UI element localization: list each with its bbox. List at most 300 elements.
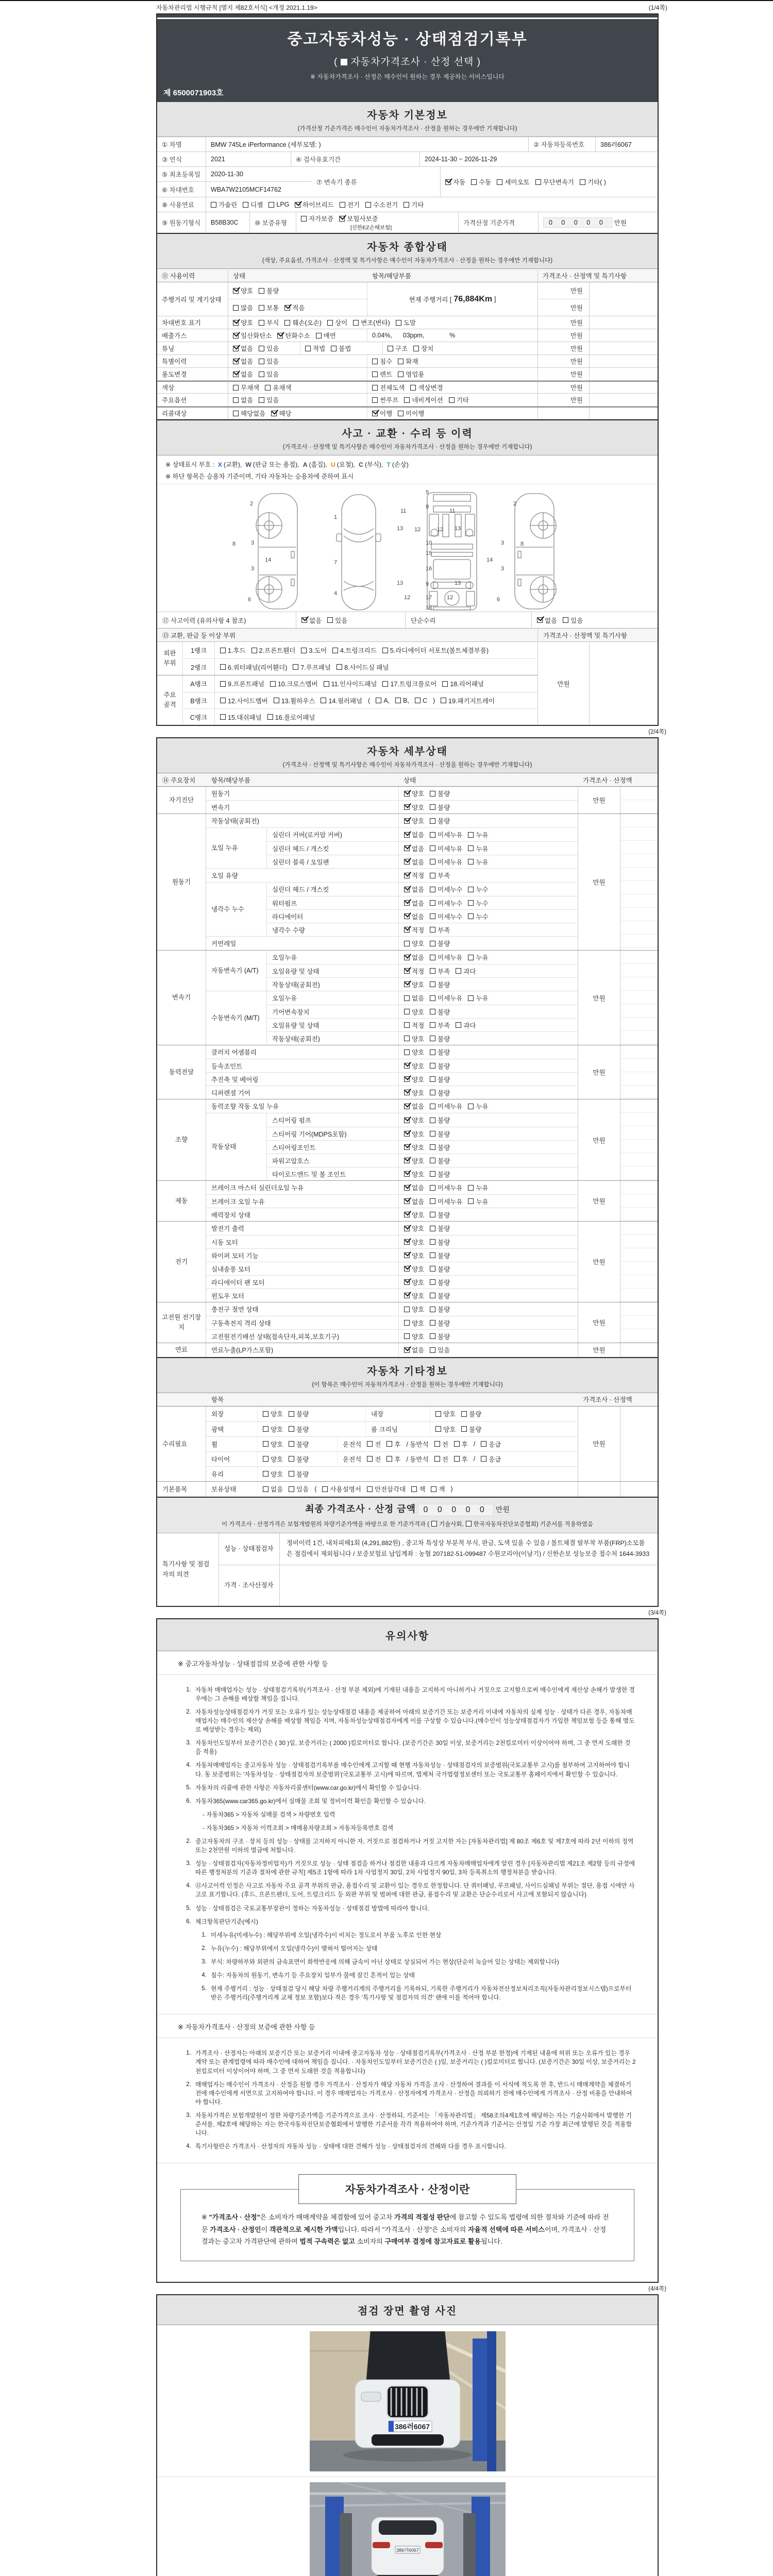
checkbox[interactable] <box>468 1185 474 1191</box>
table-row: 스티어링조인트 양호 불량 <box>267 1140 578 1154</box>
table-row: ⑨ 원동기형식 B58B30C ⑩ 보증유형 자가보증 보험사보증 [신한EZ손해보험] 가격산정 기준가격 0 0 0 0 0 만원 <box>157 212 658 233</box>
checkbox[interactable] <box>289 1441 294 1447</box>
checkbox[interactable] <box>468 1198 474 1204</box>
checkbox[interactable] <box>468 900 474 906</box>
detail-group: 자기진단 원동기 양호 불량 변속기 양호 불량 만원 <box>157 787 658 814</box>
checkbox[interactable] <box>404 873 410 878</box>
checkbox[interactable] <box>404 1144 410 1150</box>
notice-item: 3. 성능 · 상태점검자(자동차정비업자)가 거짓으로 성능 · 상태 점검을 하거나 점검한 내용과 다르게 자동차매매업자에게 알린 경우 [자동차관리법 제21조 제2항 등의 규정에 따른 행정처분의 기준과 절차에 관한 규칙] 제5조 1항에 따라 1차 사업정지 30일, 2차 사업정지 90일, 3차 등록취소의 행정처분을 받습니다. <box>186 1859 635 1876</box>
checkbox[interactable] <box>461 1426 467 1432</box>
rank-group: 외판부위 1랭크 1.후드 2.프론트휀더 3.도어 4.트렁크리드 5.라디에이터 서포트(볼트체결부품) 2랭크 6.쿼터패널(리어휀더) 7.루프패널 8.사이드실 패널 <box>157 642 537 675</box>
checkbox[interactable] <box>220 664 226 670</box>
option: 없음 <box>404 857 424 867</box>
table-row: 2랭크 6.쿼터패널(리어휀더) 7.루프패널 8.사이드실 패널 <box>183 658 537 675</box>
checkbox[interactable] <box>430 1239 435 1245</box>
table-row: 광택 양호 불량 룸 크리닝 양호 불량 <box>206 1421 578 1436</box>
checkbox[interactable] <box>289 1471 294 1477</box>
checkbox[interactable] <box>468 955 474 960</box>
checkbox[interactable] <box>404 913 410 919</box>
option: 양호 <box>404 1156 424 1165</box>
checkbox[interactable] <box>331 346 337 351</box>
table-row: 배력장치 상태 양호 불량 <box>206 1208 578 1221</box>
checkbox[interactable] <box>398 411 404 416</box>
checkbox[interactable] <box>430 927 435 933</box>
checkbox[interactable] <box>268 202 274 208</box>
checkbox[interactable] <box>301 216 307 222</box>
panel-number: 12 <box>447 595 453 601</box>
checkbox[interactable] <box>327 617 333 623</box>
option: 없음 <box>404 1345 424 1354</box>
checkbox[interactable] <box>404 1185 410 1191</box>
checkbox[interactable] <box>430 873 435 878</box>
option: 전 <box>434 1439 448 1449</box>
checkbox[interactable] <box>430 995 435 1001</box>
option: 네비게이션 <box>404 395 443 404</box>
panel-number: 4 <box>334 590 338 597</box>
checkbox[interactable] <box>430 1090 435 1095</box>
checkbox[interactable] <box>332 648 338 653</box>
option: 없음 <box>404 899 424 908</box>
checkbox[interactable] <box>404 887 410 892</box>
checkbox[interactable] <box>404 1063 410 1069</box>
option: 전체도색 <box>372 383 405 392</box>
checkbox[interactable] <box>321 698 326 703</box>
checkbox[interactable] <box>259 346 264 351</box>
checkbox[interactable] <box>430 845 435 851</box>
checkbox[interactable] <box>388 346 393 351</box>
checkbox[interactable] <box>376 698 381 703</box>
checkbox[interactable] <box>263 1486 268 1492</box>
inspection-photo-rear <box>310 2482 506 2576</box>
checkbox[interactable] <box>404 1104 410 1109</box>
checkbox[interactable] <box>404 955 410 960</box>
checkbox[interactable] <box>456 968 461 974</box>
option: ) <box>450 1485 453 1493</box>
checkbox[interactable] <box>386 1441 392 1447</box>
table-row: 동력조향 작동 오일 누유 없음 미세누유 누유 <box>206 1099 578 1113</box>
checkbox[interactable] <box>233 411 239 416</box>
panel-number: 12 <box>437 527 444 533</box>
checkbox[interactable] <box>481 1456 486 1462</box>
checkbox[interactable] <box>295 202 300 208</box>
option: 16.플로어패널 <box>267 713 315 722</box>
checkbox[interactable] <box>259 305 264 311</box>
option: 안전삼각대 <box>367 1484 406 1494</box>
checkbox[interactable] <box>211 202 216 208</box>
checkbox[interactable] <box>404 1239 410 1245</box>
checkbox[interactable] <box>430 981 435 987</box>
checkbox[interactable] <box>430 1266 435 1272</box>
option: 없음 <box>233 395 253 404</box>
checkbox[interactable] <box>404 1279 410 1285</box>
final-price-note: 이 가격조사 · 산정가격은 보험개발원의 차량기준가액을 바탕으로 한 기준가격과 ( 기술사회, 한국자동차진단보증협회) 기준서를 적용하였음 <box>221 1521 594 1528</box>
checkbox[interactable] <box>233 346 239 351</box>
checkbox[interactable] <box>284 305 290 311</box>
checkbox[interactable] <box>430 1063 435 1069</box>
checkbox[interactable] <box>471 179 477 185</box>
panel-number: 17 <box>426 595 432 601</box>
checkbox[interactable] <box>233 397 239 403</box>
checkbox[interactable] <box>404 202 409 208</box>
checkbox[interactable] <box>430 804 435 810</box>
checkbox[interactable] <box>430 791 435 796</box>
checkbox[interactable] <box>430 1185 435 1191</box>
checkbox[interactable] <box>468 832 474 838</box>
checkbox[interactable] <box>430 1144 435 1150</box>
checkbox[interactable] <box>404 1171 410 1177</box>
checkbox[interactable] <box>404 927 410 933</box>
option: 12.사이드멤버 <box>220 696 268 705</box>
checkbox[interactable] <box>434 1456 440 1462</box>
checkbox[interactable] <box>367 1456 373 1462</box>
checkbox[interactable] <box>404 1293 410 1298</box>
table-header: 항목 가격조사 · 산정액 <box>157 1393 658 1406</box>
checkbox[interactable] <box>386 1456 392 1462</box>
checkbox[interactable] <box>430 1171 435 1177</box>
checkbox[interactable] <box>233 320 239 326</box>
checkbox[interactable] <box>430 900 435 906</box>
checkbox[interactable] <box>233 305 239 311</box>
table-row: 가격 · 조사산정자 <box>219 1565 658 1606</box>
checkbox[interactable] <box>233 333 239 338</box>
checkbox[interactable] <box>481 1441 486 1447</box>
checkbox[interactable] <box>396 320 401 326</box>
checkbox[interactable] <box>430 1307 435 1312</box>
checkbox[interactable] <box>435 1411 441 1417</box>
checkbox[interactable] <box>430 1131 435 1137</box>
panel-number: 2 <box>250 501 254 507</box>
checkbox[interactable] <box>404 845 410 851</box>
checkbox[interactable] <box>404 968 410 974</box>
checkbox[interactable] <box>339 216 345 222</box>
checkbox[interactable] <box>404 1320 410 1326</box>
checkbox[interactable] <box>468 995 474 1001</box>
checkbox[interactable] <box>367 1486 373 1492</box>
table-row: 커먼레일 양호 불량 <box>206 937 578 950</box>
checkbox[interactable] <box>289 1426 294 1432</box>
checkbox[interactable] <box>220 648 226 653</box>
checkbox[interactable] <box>415 698 421 703</box>
checkbox[interactable] <box>251 648 257 653</box>
checkbox[interactable] <box>265 385 271 391</box>
checkbox[interactable] <box>404 791 410 796</box>
table-row: 고전원전기배선 상태(접속단자,피복,보호기구) 양호 불량 <box>206 1329 578 1343</box>
checkbox[interactable] <box>322 1486 328 1492</box>
option: 10.크로스멤버 <box>270 679 318 688</box>
checkbox[interactable] <box>580 179 585 185</box>
checkbox[interactable] <box>404 1252 410 1258</box>
option: 누유 <box>468 1197 488 1206</box>
checkbox[interactable] <box>404 1131 410 1137</box>
checkbox[interactable] <box>289 1456 294 1462</box>
checkbox[interactable] <box>404 900 410 906</box>
checkbox[interactable] <box>430 1293 435 1298</box>
checkbox[interactable] <box>537 617 543 623</box>
option: 적정 <box>404 925 424 935</box>
panel-number: 7 <box>334 560 338 566</box>
table-header: ⑬ 교환, 판금 등 이상 부위 가격조사 · 산정액 및 특기사항 <box>157 629 658 642</box>
checkbox[interactable] <box>301 648 307 653</box>
checkbox[interactable] <box>382 681 388 687</box>
table-row: ① 차명 BMW 745Le iPerformance (세부모델: ) ② 자동차등록번호 386러6067 <box>157 137 658 152</box>
checkbox[interactable] <box>404 1333 410 1339</box>
checkbox[interactable] <box>233 371 239 377</box>
checkbox[interactable] <box>430 887 435 892</box>
table-row: 오일유량 및 상태 적정 부족 과다 <box>267 964 578 977</box>
checkbox[interactable] <box>367 1441 373 1447</box>
option: 양호 <box>404 1075 424 1084</box>
checkbox[interactable] <box>284 320 290 326</box>
option: 후 <box>454 1454 468 1464</box>
checkbox[interactable] <box>430 1333 435 1339</box>
option: 불량 <box>430 803 450 812</box>
checkbox[interactable] <box>220 681 226 687</box>
checkbox[interactable] <box>220 698 226 703</box>
checkbox[interactable] <box>430 913 435 919</box>
table-row: 작동상태(공회전) 양호 불량 <box>206 814 578 827</box>
checkbox[interactable] <box>220 714 226 720</box>
panel-number: 8 <box>232 541 236 547</box>
checkbox[interactable] <box>277 333 283 338</box>
select-box-icon[interactable] <box>341 59 347 65</box>
checkbox[interactable] <box>404 995 410 1001</box>
option: 없음 <box>263 1484 283 1494</box>
checkbox[interactable] <box>259 397 264 403</box>
checkbox[interactable] <box>497 179 502 185</box>
option: 미세누수 <box>430 899 462 908</box>
panel-number: 6 <box>248 597 251 603</box>
checkbox[interactable] <box>263 1426 268 1432</box>
checkbox[interactable] <box>404 859 410 865</box>
checkbox[interactable] <box>404 1117 410 1123</box>
table-row: 충전구 절연 상태 양호 불량 <box>206 1302 578 1316</box>
checkbox[interactable] <box>274 698 279 703</box>
option: 일산화탄소 <box>233 331 272 340</box>
option: 양호 <box>404 1304 424 1314</box>
option: 7.루프패널 <box>293 663 331 672</box>
checkbox[interactable] <box>372 371 378 377</box>
panel-number: 18 <box>426 605 432 611</box>
checkbox[interactable] <box>404 818 410 824</box>
page-indicator: (3/4쪽) <box>648 1609 666 1616</box>
checkbox[interactable] <box>430 1226 435 1231</box>
checkbox[interactable] <box>441 698 446 703</box>
checkbox[interactable] <box>430 968 435 974</box>
checkbox[interactable] <box>259 371 264 377</box>
checkbox[interactable] <box>404 1347 410 1353</box>
checkbox[interactable] <box>454 1456 460 1462</box>
checkbox[interactable] <box>430 1117 435 1123</box>
checkbox[interactable] <box>430 1009 435 1014</box>
option: 불량 <box>461 1409 481 1418</box>
checkbox[interactable] <box>324 681 329 687</box>
option: 양호 <box>404 803 424 812</box>
checkbox[interactable] <box>395 698 401 703</box>
checkbox[interactable] <box>430 1158 435 1163</box>
checkbox[interactable] <box>535 179 541 185</box>
checkbox[interactable] <box>430 818 435 824</box>
option: 양호 <box>404 1291 424 1300</box>
checkbox[interactable] <box>404 1090 410 1095</box>
checkbox[interactable] <box>404 1198 410 1204</box>
checkbox[interactable] <box>372 411 378 416</box>
checkbox[interactable] <box>430 955 435 960</box>
checkbox[interactable] <box>449 397 455 403</box>
checkbox[interactable] <box>563 617 568 623</box>
checkbox[interactable] <box>430 1036 435 1041</box>
checkbox[interactable] <box>340 202 345 208</box>
option: 적정 <box>404 967 424 976</box>
checkbox[interactable] <box>301 617 307 623</box>
checkbox[interactable] <box>430 1104 435 1109</box>
panel-number: 15 <box>426 550 432 556</box>
checkbox[interactable] <box>263 1441 268 1447</box>
option: 양호 <box>404 1238 424 1247</box>
checkbox[interactable] <box>468 845 474 851</box>
checkbox[interactable] <box>233 288 239 294</box>
checkbox[interactable] <box>410 385 416 391</box>
car-name-value: BMW 745Le iPerformance (세부모델: ) <box>206 137 529 151</box>
option: 양호 <box>404 1278 424 1287</box>
checkbox[interactable] <box>404 1022 410 1028</box>
option: 누유 <box>468 1183 488 1192</box>
checkbox[interactable] <box>263 1411 268 1417</box>
option: 보통 <box>259 303 279 312</box>
checkbox[interactable] <box>316 333 322 338</box>
option: 양호 <box>404 1088 424 1097</box>
checkbox[interactable] <box>404 1009 410 1014</box>
checkbox[interactable] <box>289 1411 294 1417</box>
checkbox[interactable] <box>413 346 419 351</box>
checkbox[interactable] <box>430 1320 435 1326</box>
checkbox[interactable] <box>404 1036 410 1041</box>
checkbox[interactable] <box>263 1456 268 1462</box>
checkbox[interactable] <box>365 202 371 208</box>
checkbox[interactable] <box>430 941 435 946</box>
checkbox[interactable] <box>431 1486 436 1492</box>
checkbox[interactable] <box>404 832 410 838</box>
checkbox[interactable] <box>456 1022 461 1028</box>
checkbox[interactable] <box>404 1076 410 1082</box>
checkbox[interactable] <box>327 320 333 326</box>
checkbox[interactable] <box>404 1049 410 1055</box>
checkbox[interactable] <box>293 664 298 670</box>
checkbox[interactable] <box>271 411 277 416</box>
option: 누수 <box>468 912 488 921</box>
checkbox[interactable] <box>404 397 410 403</box>
checkbox[interactable] <box>404 1266 410 1272</box>
option: 없음 <box>404 1197 424 1206</box>
checkbox[interactable] <box>259 288 264 294</box>
checkbox[interactable] <box>243 202 248 208</box>
option: 전 <box>367 1439 381 1449</box>
option: 있음 <box>563 616 583 625</box>
checkbox[interactable] <box>382 648 388 653</box>
table-row: 추진축 및 베어링 양호 불량 <box>206 1072 578 1086</box>
checkbox[interactable] <box>434 1441 440 1447</box>
checkbox[interactable] <box>430 832 435 838</box>
checkbox[interactable] <box>270 681 276 687</box>
checkbox[interactable] <box>404 981 410 987</box>
option: 양호 <box>263 1409 283 1418</box>
checkbox[interactable] <box>430 1198 435 1204</box>
option: 잭 <box>431 1484 445 1494</box>
checkbox[interactable] <box>404 804 410 810</box>
checkbox[interactable] <box>404 1226 410 1231</box>
checkbox[interactable] <box>430 1347 435 1353</box>
checkbox[interactable] <box>398 359 404 364</box>
checkbox[interactable] <box>442 681 448 687</box>
option: 사용설명서 <box>322 1484 361 1494</box>
option: 불량 <box>430 1075 450 1084</box>
checkbox[interactable] <box>398 371 404 377</box>
option: 불량 <box>430 789 450 798</box>
checkbox[interactable] <box>435 1426 441 1432</box>
checkbox[interactable] <box>468 1104 474 1109</box>
checkbox[interactable] <box>404 1307 410 1312</box>
checkbox[interactable] <box>263 1471 268 1477</box>
checkbox[interactable] <box>468 859 474 865</box>
option: 기타 <box>449 395 469 404</box>
checkbox[interactable] <box>289 1486 294 1492</box>
checkbox[interactable] <box>411 1486 417 1492</box>
checkbox[interactable] <box>259 320 264 326</box>
checkbox[interactable] <box>430 1212 435 1217</box>
option: 누유 <box>468 993 488 1003</box>
checkbox[interactable] <box>404 1212 410 1217</box>
checkbox[interactable] <box>337 664 342 670</box>
checkbox[interactable] <box>430 1049 435 1055</box>
checkbox[interactable] <box>430 859 435 865</box>
page-1 <box>156 13 659 726</box>
checkbox[interactable] <box>431 1521 437 1527</box>
checkbox[interactable] <box>454 1441 460 1447</box>
checkbox[interactable] <box>466 1521 472 1527</box>
panel-number: 12 <box>404 595 411 601</box>
checkbox[interactable] <box>430 1252 435 1258</box>
checkbox[interactable] <box>372 385 378 391</box>
checkbox[interactable] <box>404 1158 410 1163</box>
checkbox[interactable] <box>305 346 311 351</box>
option: 양호 <box>404 1143 424 1152</box>
checkbox[interactable] <box>461 1411 467 1417</box>
checkbox[interactable] <box>430 1279 435 1285</box>
option: 불량 <box>430 980 450 989</box>
option: 이행 <box>372 409 392 418</box>
checkbox[interactable] <box>372 397 378 403</box>
checkbox[interactable] <box>233 359 239 364</box>
option: 없음 <box>233 369 253 379</box>
option: 양호 <box>263 1439 283 1449</box>
form-meta <box>156 3 667 12</box>
checkbox[interactable] <box>468 887 474 892</box>
detail-group: 동력전달 클러치 어셈블리 양호 불량 등속조인트 양호 불량 추진축 및 베어링 양호 불량 디퍼렌셜 기어 양호 불량 만원 <box>157 1045 658 1099</box>
remarks-table: 특기사항 및 점검자의 의견 성능 · 상태점검자 정비이력 1건, 내차피해1회 (4,291,882원) , 중고차 특성상 부분적 부식, 판금, 도색 있을 수 있음 / 볼트체결 탈부착 부품(FRP)소모품은 점검에서 제외됩니다 / 보증보험료 납입계좌 : 농협 207182-51-099487 수원코리아(이남기) / 신한손보 성능보증 접수처 1644-3933 가격 · 조사산정자 <box>157 1533 658 1606</box>
checkbox[interactable] <box>353 320 359 326</box>
checkbox[interactable] <box>430 1076 435 1082</box>
checkbox[interactable] <box>372 359 378 364</box>
checkbox[interactable] <box>404 941 410 946</box>
notice-item: 5. 자동차의 리콜에 관한 사항은 자동차리콜센터(www.car.go.kr)에서 확인할 수 있습니다. <box>186 1783 421 1791</box>
checkbox[interactable] <box>267 714 273 720</box>
checkbox[interactable] <box>445 179 451 185</box>
checkbox[interactable] <box>430 1022 435 1028</box>
option: 해당없음 <box>233 409 265 418</box>
checkbox[interactable] <box>468 913 474 919</box>
checkbox[interactable] <box>233 385 239 391</box>
checkbox[interactable] <box>259 359 264 364</box>
option: 3.도어 <box>301 646 327 655</box>
